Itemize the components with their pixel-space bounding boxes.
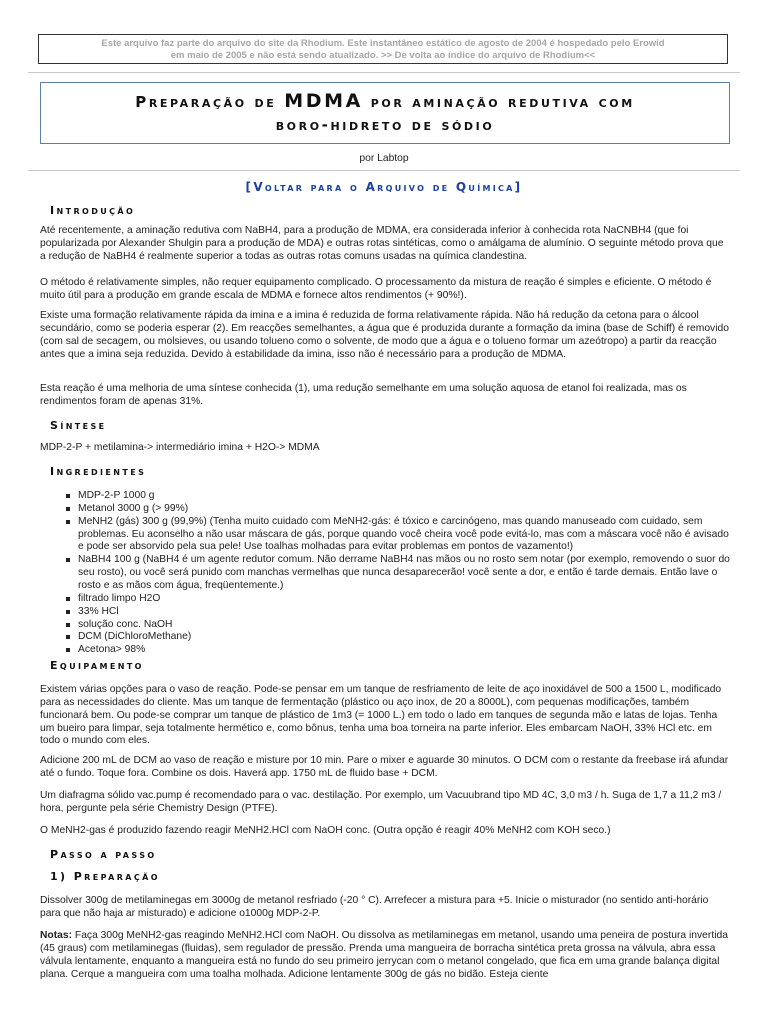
page-title — [41, 90, 729, 137]
equipment-paragraph-3: Um diafragma sólido vac.pump é recomendado para o vac. destilação. Por exemplo, um Vacuubrand tipo MD 4C, 3,0 m3 / h. Suga de 1,7 a 11,2 m3 / hora, pergunte pela série Chemistry Design (PTFE). — [40, 790, 722, 814]
synthesis-equation: MDP-2-P + metilamina-> intermediário imina + H2O-> MDMA — [40, 442, 320, 453]
title-line-2: boro-hidreto de sódio — [275, 116, 495, 134]
byline-divider — [28, 170, 740, 171]
heading-ingredientes: Ingredientes — [50, 465, 147, 478]
heading-equipamento: Equipamento — [50, 659, 144, 672]
heading-passo-a-passo: Passo a passo — [50, 848, 157, 861]
archive-notice-line1: Este arquivo faz parte do arquivo do site da Rhodium. Este instantâneo estático de agosto de 2004 é hospedado pelo Erowid — [101, 38, 665, 49]
archive-notice-line2[interactable]: em maio de 2005 e não está sendo atualizado. >> De volta ao índice do arquivo de Rhodium<< — [170, 50, 596, 62]
steps-paragraph-1: Dissolver 300g de metilaminegas em 3000g de metanol resfriado (-20 ° C). Arrefecer a mistura para +5. Inicie o misturador (no sentido anti-horário para que não haja ar misturado) e adicione o1000g MDP-2-P. — [40, 895, 709, 919]
title-part-1: Preparação de — [135, 93, 285, 111]
title-part-2: MDMA — [284, 90, 363, 112]
archive-notice[interactable] — [38, 34, 728, 64]
list-item: 33% HCl — [40, 606, 730, 619]
title-part-3: por aminação redutiva com — [362, 93, 635, 111]
top-divider — [28, 72, 740, 73]
list-item: Metanol 3000 g (> 99%) — [40, 503, 730, 516]
list-item: Acetona> 98% — [40, 644, 730, 657]
notes-label: Notas: — [40, 930, 73, 941]
byline: por Labtop — [359, 153, 409, 164]
list-item: solução conc. NaOH — [40, 619, 730, 632]
list-item: MeNH2 (gás) 300 g (99,9%) (Tenha muito cuidado com MeNH2-gás: é tóxico e carcinógeno, mas quando manuseado com cuidado, sem problemas. Eu aconselho a não usar máscara de gás, porque quando você cheira você pode evitá-lo, mas com a máscara você não é avisado e pode ser absorvido pela sua pele! Use toalhas molhadas para evitar problemas em pontos de vazamento!) — [40, 516, 730, 555]
title-box — [40, 82, 730, 144]
heading-sintese: Síntese — [50, 419, 107, 432]
list-item: filtrado limpo H2O — [40, 593, 730, 606]
equipment-paragraph-1: Existem várias opções para o vaso de reação. Pode-se pensar em um tanque de resfriamento de leite de aço inoxidável de 500 a 1500 L, modificado para as necessidades do cliente. Mas um tanque de fermentação (plástico ou aço inox, de 20 a 8000L), com pequenas modificações, também funcionará bem. Ou pode-se comprar um tanque de plástico de 1m3 (= 1000 L.) em todo o lado em tanques de segunda mão e latas de lojas. Tenha um bueiro para limpar, seja totalmente hermético e, como bônus, tenha uma boa torneira na parte inferior. Eles embarcam NaOH, 33% HCl etc. em todo o mundo com eles. — [40, 684, 722, 747]
ingredients-list — [40, 490, 730, 657]
list-item: DCM (DiChloroMethane) — [40, 631, 730, 644]
heading-introducao: Introdução — [50, 204, 136, 217]
intro-paragraph-4: Esta reação é uma melhoria de uma síntese conhecida (1), uma redução semelhante em uma solução aquosa de etanol foi realizada, mas os rendimentos foram de apenas 31%. — [40, 383, 687, 407]
equipment-paragraph-2: Adicione 200 mL de DCM ao vaso de reação e misture por 10 min. Pare o mixer e aguarde 30 minutos. O DCM com o restante da freebase irá afundar até o fundo. Toque fora. Combine os dois. Haverá app. 1750 mL de fluido base + DCM. — [40, 755, 729, 779]
steps-notes — [40, 930, 730, 981]
equipment-paragraph-4: O MeNH2-gas é produzido fazendo reagir MeNH2.HCl com NaOH conc. (Outra opção é reagir 40% MeNH2 com KOH seco.) — [40, 825, 611, 836]
intro-paragraph-3: Existe uma formação relativamente rápida da imina e a imina é reduzida de forma relativamente rápida. Não há redução da cetona para o álcool secundário, como se poderia esperar (2). Em reacções semelhantes, a água que é produzida durante a formação da imina (base de Schiff) é removido (com sal de secagem, ou molsieves, ou usando tolueno como o solvente, de modo que a água e o tolueno formar um azeótropo) a partir da reacção antes que a imina seja reduzida. Devido à estabilidade da imina, isso não é necessário para a produção de MDMA. — [40, 310, 729, 360]
notes-text: Faça 300g MeNH2-gas reagindo MeNH2.HCl com NaOH. Ou dissolva as metilaminegas em metanol, usando uma peneira de postura invertida (45 graus) com metilaminegas (fluidas), sem regulador de pressão. Prenda uma mangueira de borracha sintética preta grossa na válvula, abra essa válvula lentamente, enquanto a mangueira está no fundo do seu primeiro jerrycan com o metanol congelado, que fica em uma grande balança digital plana. Cerque a mangueira com uma toalha molhada. Adicione lentamente 300g de gás no bidão. Esteja ciente — [40, 930, 728, 980]
list-item: MDP-2-P 1000 g — [40, 490, 730, 503]
heading-preparacao: 1) Preparação — [50, 870, 160, 883]
intro-paragraph-2: O método é relativamente simples, não requer equipamento complicado. O processamento da mistura de reação é simples e eficiente. O método é muito útil para a produção em grande escala de MDMA e fornece altos rendimentos (+ 90%!). — [40, 277, 712, 301]
intro-paragraph-1: Até recentemente, a aminação redutiva com NaBH4, para a produção de MDMA, era considerada inferior à conhecida rota NaCNBH4 (que foi popularizada por Alexander Shulgin para a produção de MDA) e outras rotas sintéticas, como o amálgama de alumínio. O seguinte método prova que a redução de NaBH4 é realmente superior a todas as outras rotas comuns usadas na química clandestina. — [40, 225, 724, 262]
list-item: NaBH4 100 g (NaBH4 é um agente redutor comum. Não derrame NaBH4 nas mãos ou no rosto sem notar (por exemplo, removendo o suor do seu rosto), ou você será punido com manchas vermelhas que nunca desaparecerão! você sente a dor, e então é tarde demais. Então lave o rosto e as mãos com água, freqüentemente.) — [40, 554, 730, 593]
back-to-archive-link[interactable]: [Voltar para o Arquivo de Química] — [245, 180, 523, 194]
